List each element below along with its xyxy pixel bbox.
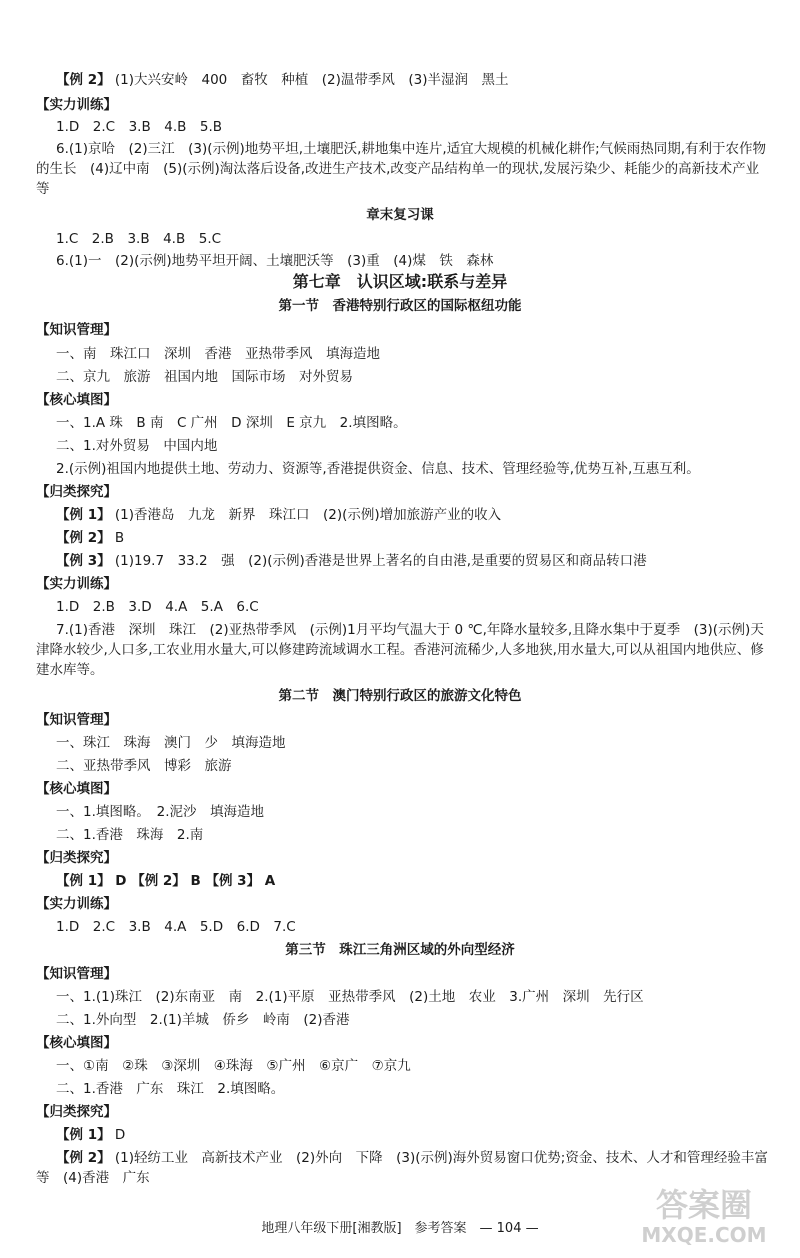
answer-line: 二、京九 旅游 祖国内地 国际市场 对外贸易	[56, 369, 353, 385]
example-text: B	[110, 530, 125, 546]
section-header: 【核心填图】	[36, 392, 117, 408]
answer-line: 一、珠江 珠海 澳门 少 填海造地	[56, 735, 286, 751]
example-text: D	[110, 1127, 126, 1143]
section-title: 第二节 澳门特别行政区的旅游文化特色	[278, 688, 522, 704]
answer-paragraph: 6.(1)京哈 (2)三江 (3)(示例)地势平坦,土壤肥沃,耕地集中连片,适宜大规模的机械化耕作;气候雨热同期,有利于农作物的生长 (4)辽中南 (5)(示例)淘汰落后设备,改进生产技术,改变产品结构单一的现状,发展污染少、耗能少的高新技术产业等	[36, 141, 766, 197]
section-header: 【知识管理】	[36, 966, 117, 982]
example-label: 【例 3】	[56, 553, 111, 569]
example-2-line	[56, 70, 770, 90]
answer-line: 一、1.A 珠 B 南 C 广州 D 深圳 E 京九 2.填图略。	[56, 415, 407, 431]
watermark-url: MXQE.COM	[641, 1223, 767, 1247]
example-label: 【例 2】	[56, 72, 111, 88]
answer-line: 一、南 珠江口 深圳 香港 亚热带季风 填海造地	[56, 346, 380, 362]
example-text: (1)轻纺工业 高新技术产业 (2)外向 下降 (3)(示例)海外贸易窗口优势;资金、技术、人才和管理经验丰富等 (4)香港 广东	[36, 1150, 768, 1186]
watermark-text: 答案圈	[655, 1186, 753, 1224]
answer-line: 二、亚热带季风 博彩 旅游	[56, 758, 232, 774]
answer-line: 1.D 2.C 3.B 4.B 5.B	[56, 119, 223, 135]
answer-line: 二、1.对外贸易 中国内地	[56, 438, 218, 454]
answer-line: 一、1.填图略。 2.泥沙 填海造地	[56, 804, 265, 820]
section-header: 【归类探究】	[36, 1104, 117, 1120]
section-header: 【核心填图】	[36, 1035, 117, 1051]
answer-line: 一、①南 ②珠 ③深圳 ④珠海 ⑤广州 ⑥京广 ⑦京九	[56, 1058, 411, 1074]
section-title: 第三节 珠江三角洲区域的外向型经济	[285, 942, 515, 958]
answer-line: 6.(1)一 (2)(示例)地势平坦开阔、土壤肥沃等 (3)重 (4)煤 铁 森林	[56, 253, 494, 269]
section-header: 【实力训练】	[36, 576, 117, 592]
example-label: 【例 2】	[56, 530, 111, 546]
section-title: 第一节 香港特别行政区的国际枢纽功能	[278, 298, 522, 314]
example-label: 【例 1】	[56, 1127, 111, 1143]
watermark-logo	[622, 1178, 787, 1250]
example-line	[56, 528, 770, 548]
section-title-review: 章末复习课	[366, 207, 434, 223]
section-header: 【知识管理】	[36, 322, 117, 338]
answer-line: 二、1.香港 广东 珠江 2.填图略。	[56, 1081, 285, 1097]
example-line	[56, 505, 770, 525]
answer-line: 二、1.香港 珠海 2.南	[56, 827, 204, 843]
example-text: (1)大兴安岭 400 畜牧 种植 (2)温带季风 (3)半湿润 黑土	[110, 72, 509, 88]
answer-line: 二、1.外向型 2.(1)羊城 侨乡 岭南 (2)香港	[56, 1012, 350, 1028]
example-text: (1)香港岛 九龙 新界 珠江口 (2)(示例)增加旅游产业的收入	[110, 507, 502, 523]
page-footer: 地理八年级下册[湘教版] 参考答案 — 104 —	[261, 1221, 539, 1236]
section-header: 【归类探究】	[36, 850, 117, 866]
section-header: 【归类探究】	[36, 484, 117, 500]
answer-line: 2.(示例)祖国内地提供土地、劳动力、资源等,香港提供资金、信息、技术、管理经验等,优势互补,互惠互利。	[56, 461, 700, 477]
answer-line: 【例 1】 D 【例 2】 B 【例 3】 A	[56, 873, 276, 889]
section-header: 【核心填图】	[36, 781, 117, 797]
example-label: 【例 1】	[56, 507, 111, 523]
example-label: 【例 2】	[56, 1150, 111, 1166]
answer-line: 1.C 2.B 3.B 4.B 5.C	[56, 231, 222, 247]
chapter-title: 第七章 认识区域:联系与差异	[292, 272, 508, 291]
example-text: (1)19.7 33.2 强 (2)(示例)香港是世界上著名的自由港,是重要的贸易区和商品转口港	[110, 553, 647, 569]
answer-line: 一、1.(1)珠江 (2)东南亚 南 2.(1)平原 亚热带季风 (2)土地 农业 3.广州 深圳 先行区	[56, 989, 644, 1005]
example-line	[56, 551, 770, 571]
answer-line: 1.D 2.B 3.D 4.A 5.A 6.C	[56, 599, 259, 615]
answer-paragraph: 7.(1)香港 深圳 珠江 (2)亚热带季风 (示例)1月平均气温大于 0 ℃,年降水量较多,且降水集中于夏季 (3)(示例)天津降水较少,人口多,工农业用水量大,可以修建跨流域调水工程。香港河流稀少,人多地狭,用水量大,可以从祖国内地供应、修建水库等。	[36, 622, 764, 678]
section-header-practice: 【实力训练】	[36, 97, 117, 113]
section-header: 【实力训练】	[36, 896, 117, 912]
section-header: 【知识管理】	[36, 712, 117, 728]
answer-line: 1.D 2.C 3.B 4.A 5.D 6.D 7.C	[56, 919, 296, 935]
example-line	[56, 1125, 770, 1145]
